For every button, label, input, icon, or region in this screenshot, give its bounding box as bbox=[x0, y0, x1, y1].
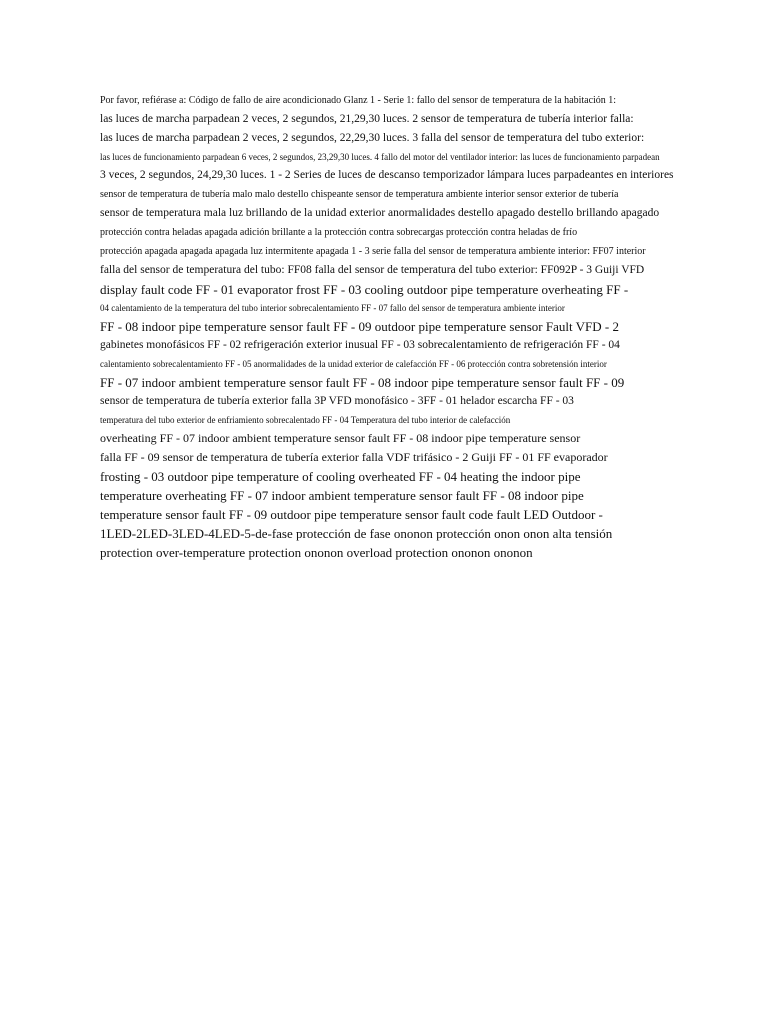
text-line: sensor de temperatura mala luz brillando de la unidad exterior anormalidades destello apagado destello brillando apagado bbox=[100, 207, 660, 219]
text-line: frosting - 03 outdoor pipe temperature of cooling overheated FF - 04 heating the indoor pipe bbox=[100, 469, 581, 484]
text-line: sensor de temperatura de tubería malo malo destello chispeante sensor de temperatura ambiente interior sensor exterior de tubería bbox=[100, 189, 619, 200]
text-line: FF - 08 indoor pipe temperature sensor fault FF - 09 outdoor pipe temperature sensor Fault VFD - 2 bbox=[100, 319, 619, 334]
text-line: 1LED-2LED-3LED-4LED-5-de-fase protección de fase ononon protección onon onon alta tensión bbox=[100, 526, 613, 541]
text-line: calentamiento sobrecalentamiento FF - 05 anormalidades de la unidad exterior de calefacción FF - 06 protección contra sobretensión interior bbox=[100, 359, 607, 369]
text-line: display fault code FF - 01 evaporator frost FF - 03 cooling outdoor pipe temperature overheating FF - bbox=[100, 282, 629, 297]
text-line: falla del sensor de temperatura del tubo: FF08 falla del sensor de temperatura del tubo exterior: FF092P - 3 Guiji VFD bbox=[100, 264, 645, 276]
text-line: overheating FF - 07 indoor ambient temperature sensor fault FF - 08 indoor pipe temperature sensor bbox=[100, 431, 581, 445]
text-line: 3 veces, 2 segundos, 24,29,30 luces. 1 - 2 Series de luces de descanso temporizador lámpara luces parpadeantes en interiores bbox=[100, 169, 674, 181]
text-line: FF - 07 indoor ambient temperature sensor fault FF - 08 indoor pipe temperature sensor fault FF - 09 bbox=[100, 375, 625, 390]
text-line: temperatura del tubo exterior de enfriamiento sobrecalentado FF - 04 Temperatura del tubo interior de calefacción bbox=[100, 415, 511, 425]
document-body bbox=[100, 91, 715, 562]
text-line: protection over-temperature protection ononon overload protection ononon ononon bbox=[100, 545, 533, 560]
text-line: temperature overheating FF - 07 indoor ambient temperature sensor fault FF - 08 indoor pipe bbox=[100, 488, 584, 503]
text-line: gabinetes monofásicos FF - 02 refrigeración exterior inusual FF - 03 sobrecalentamiento de refrigeración FF - 04 bbox=[100, 339, 620, 351]
text-line: Por favor, refiérase a: Código de fallo de aire acondicionado Glanz 1 - Serie 1: fallo del sensor de temperatura de la habitación 1: bbox=[100, 95, 617, 106]
text-line: falla FF - 09 sensor de temperatura de tubería exterior falla VDF trifásico - 2 Guiji FF - 01 FF evaporador bbox=[100, 450, 608, 464]
text-line: las luces de marcha parpadean 2 veces, 2 segundos, 21,29,30 luces. 2 sensor de temperatura de tubería interior falla: bbox=[100, 113, 634, 125]
text-line: 04 calentamiento de la temperatura del tubo interior sobrecalentamiento FF - 07 fallo del sensor de temperatura ambiente interior bbox=[100, 303, 565, 313]
text-line: las luces de marcha parpadean 2 veces, 2 segundos, 22,29,30 luces. 3 falla del sensor de temperatura del tubo exterior: bbox=[100, 132, 645, 144]
text-line: las luces de funcionamiento parpadean 6 veces, 2 segundos, 23,29,30 luces. 4 fallo del motor del ventilador interior: las luces de funcionamiento parpadean bbox=[100, 152, 660, 162]
text-line: temperature sensor fault FF - 09 outdoor pipe temperature sensor fault code fault LED Outdoor - bbox=[100, 507, 603, 522]
text-line: protección apagada apagada apagada luz intermitente apagada 1 - 3 serie falla del sensor de temperatura ambiente interior: FF07 interior bbox=[100, 246, 646, 257]
text-line: sensor de temperatura de tubería exterior falla 3P VFD monofásico - 3FF - 01 helador escarcha FF - 03 bbox=[100, 395, 574, 407]
text-line: protección contra heladas apagada adición brillante a la protección contra sobrecargas protección contra heladas de frío bbox=[100, 227, 578, 238]
